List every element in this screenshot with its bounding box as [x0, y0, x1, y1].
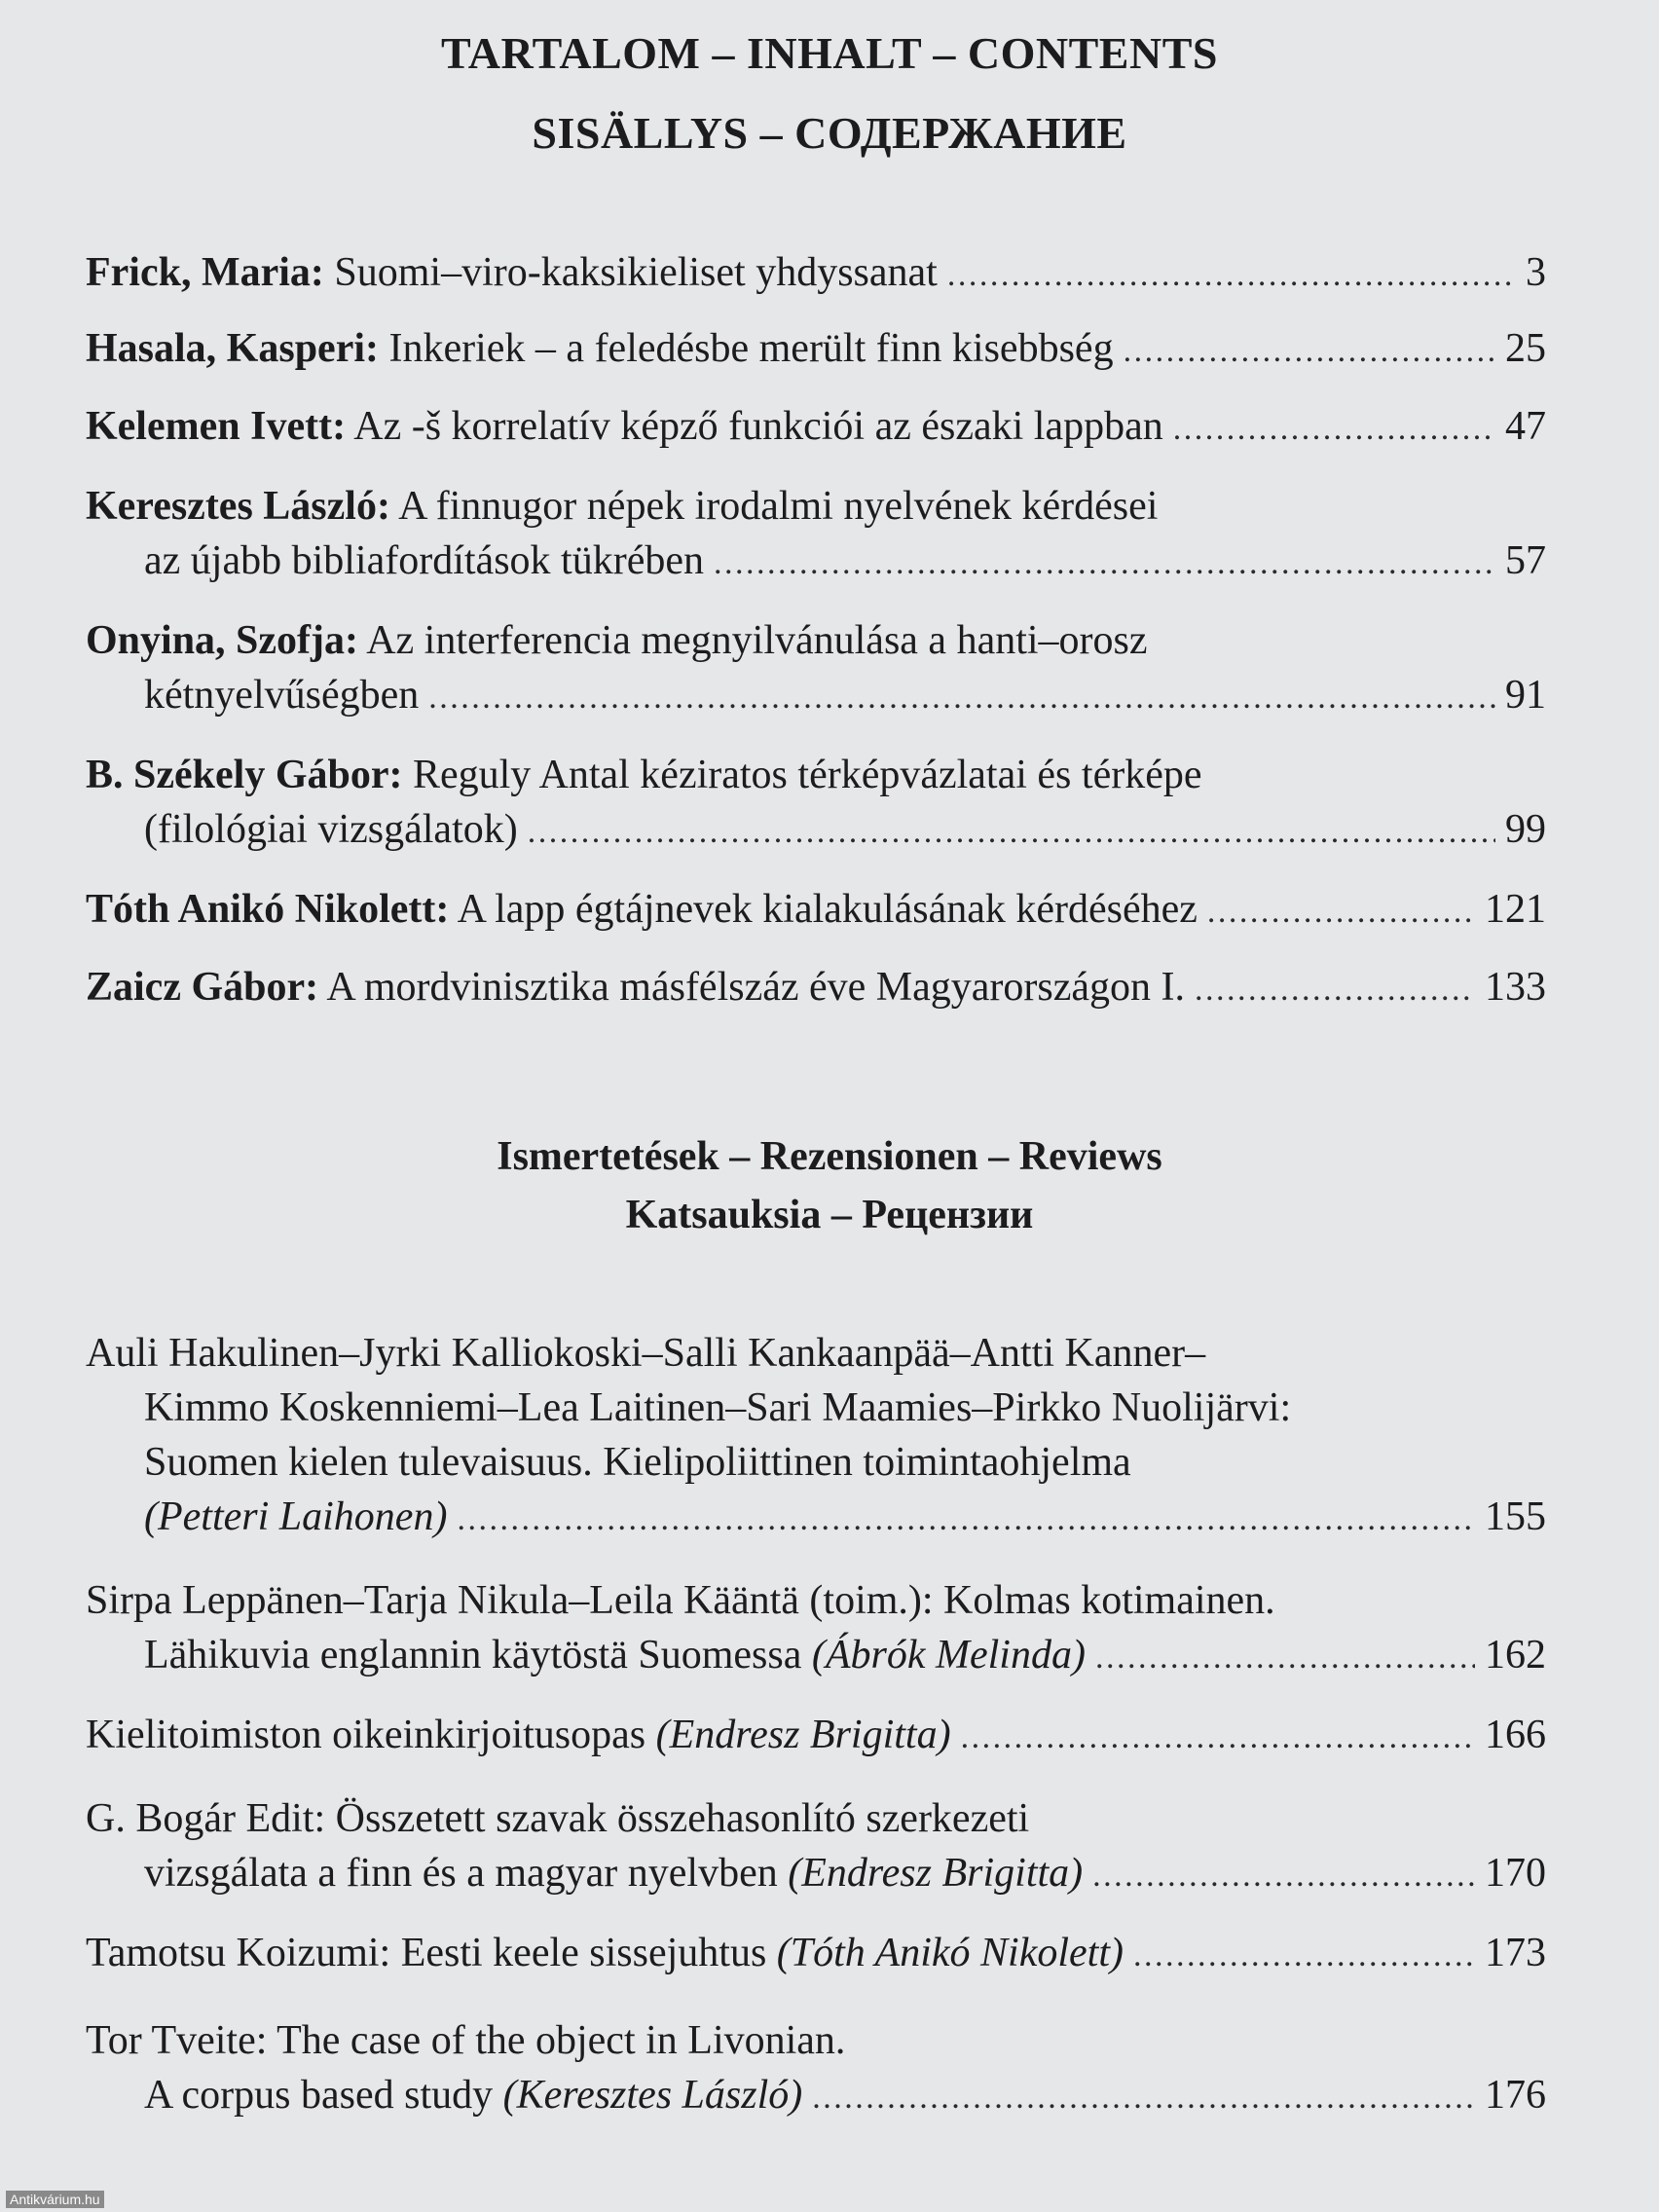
entry-title: Suomi–viro-kaksikieliset yhdyssanat — [334, 250, 938, 295]
entry-page: 3 — [1526, 250, 1546, 295]
entry-page: 133 — [1485, 965, 1546, 1010]
leader-dots — [947, 248, 1516, 303]
entry-title: A mordvinisztika másfélszáz éve Magyarországon I. — [326, 965, 1186, 1010]
entry-page: 121 — [1485, 887, 1546, 932]
review-line: Suomen kielen tulevaisuus. Kielipoliittinen toimintaohjelma — [144, 1440, 1131, 1485]
watermark: Antikvárium.hu — [6, 2191, 104, 2208]
review-line: Tamotsu Koizumi: Eesti keele sissejuhtus — [86, 1931, 777, 1975]
entry-author: B. Székely Gábor: — [86, 753, 403, 797]
entry-author: Keresztes László: — [86, 484, 390, 529]
entry-page: 57 — [1505, 538, 1546, 583]
leader-dots — [714, 536, 1495, 591]
entry-author: Kelemen Ivett: — [86, 404, 347, 449]
review-entry — [86, 1791, 1546, 1900]
review-page: 176 — [1485, 2073, 1546, 2118]
toc-entry — [86, 960, 1546, 1014]
entry-title-continued: az újabb bibliafordítások tükrében — [144, 538, 704, 583]
toc-entry — [86, 613, 1546, 722]
toc-entry — [86, 748, 1546, 857]
review-entry — [86, 1573, 1546, 1682]
entry-title: Az -š korrelatív képző funkciói az északi lappban — [353, 404, 1163, 449]
toc-entry — [86, 479, 1546, 588]
contents-subtitle: SISÄLLYS – СОДЕРЖАНИЕ — [532, 108, 1127, 158]
review-reviewer: (Keresztes László) — [502, 2073, 803, 2118]
review-page: 155 — [1485, 1494, 1546, 1539]
review-page: 162 — [1485, 1633, 1546, 1677]
leader-dots — [428, 671, 1495, 725]
entry-title: Az interferencia megnyilvánulása a hanti–orosz — [366, 618, 1148, 663]
entry-title: Reguly Antal kéziratos térképvázlatai és térképe — [412, 753, 1202, 797]
leader-dots — [1173, 402, 1495, 457]
entry-title-continued: kétnyelvűségben — [144, 673, 420, 718]
entry-author: Hasala, Kasperi: — [86, 326, 379, 371]
toc-entry — [86, 399, 1546, 454]
leader-dots — [1092, 1849, 1475, 1903]
leader-dots — [457, 1493, 1475, 1547]
review-entry — [86, 1326, 1546, 1544]
review-page: 170 — [1485, 1851, 1546, 1896]
entry-page: 47 — [1505, 404, 1546, 449]
entry-author: Tóth Anikó Nikolett: — [86, 887, 450, 932]
review-reviewer: (Petteri Laihonen) — [144, 1494, 448, 1539]
contents-title: TARTALOM – INHALT – CONTENTS — [441, 28, 1218, 78]
toc-entry — [86, 245, 1546, 300]
review-page: 166 — [1485, 1713, 1546, 1757]
entry-author: Frick, Maria: — [86, 250, 324, 295]
entry-page: 99 — [1505, 807, 1546, 852]
leader-dots — [1133, 1929, 1475, 1983]
review-line: Sirpa Leppänen–Tarja Nikula–Leila Kääntä (toim.): Kolmas kotimainen. — [86, 1578, 1275, 1623]
review-page: 173 — [1485, 1931, 1546, 1975]
entry-page: 91 — [1505, 673, 1546, 718]
review-reviewer: (Ábrók Melinda) — [811, 1633, 1086, 1677]
reviews-title: Ismertetések – Rezensionen – Reviews — [497, 1134, 1162, 1179]
toc-entry — [86, 882, 1546, 937]
review-entry — [86, 1926, 1546, 1980]
entry-title: A lapp égtájnevek kialakulásának kérdéséhez — [457, 887, 1198, 932]
review-line: Tor Tveite: The case of the object in Livonian. — [86, 2018, 846, 2063]
review-line: A corpus based study — [144, 2073, 503, 2118]
review-entry — [86, 1708, 1546, 1762]
review-line: Kimmo Koskenniemi–Lea Laitinen–Sari Maamies–Pirkko Nuolijärvi: — [144, 1385, 1292, 1430]
entry-title: Inkeriek – a feledésbe merült finn kisebbség — [388, 326, 1114, 371]
leader-dots — [812, 2071, 1475, 2125]
leader-dots — [961, 1711, 1475, 1765]
entry-author: Onyina, Szofja: — [86, 618, 359, 663]
toc-entry — [86, 321, 1546, 376]
entry-title-continued: (filológiai vizsgálatok) — [144, 807, 518, 852]
review-line: G. Bogár Edit: Összetett szavak összehasonlító szerkezeti — [86, 1796, 1030, 1841]
review-reviewer: (Endresz Brigitta) — [655, 1713, 951, 1757]
reviews-subtitle: Katsauksia – Рецензии — [625, 1193, 1034, 1237]
entry-title: A finnugor népek irodalmi nyelvének kérdései — [398, 484, 1159, 529]
leader-dots — [1207, 885, 1475, 940]
entry-author: Zaicz Gábor: — [86, 965, 319, 1010]
review-line: vizsgálata a finn és a magyar nyelvben — [144, 1851, 789, 1896]
review-line: Auli Hakulinen–Jyrki Kalliokoski–Salli Kankaanpää–Antti Kanner– — [86, 1331, 1206, 1376]
review-line: Lähikuvia englannin käytöstä Suomessa — [144, 1633, 812, 1677]
entry-page: 25 — [1505, 326, 1546, 371]
review-reviewer: (Endresz Brigitta) — [788, 1851, 1084, 1896]
leader-dots — [1124, 324, 1495, 379]
review-line: Kielitoimiston oikeinkirjoitusopas — [86, 1713, 656, 1757]
review-entry — [86, 2013, 1546, 2122]
leader-dots — [1095, 1631, 1475, 1685]
leader-dots — [528, 805, 1495, 860]
review-reviewer: (Tóth Anikó Nikolett) — [776, 1931, 1124, 1975]
leader-dots — [1195, 963, 1475, 1017]
